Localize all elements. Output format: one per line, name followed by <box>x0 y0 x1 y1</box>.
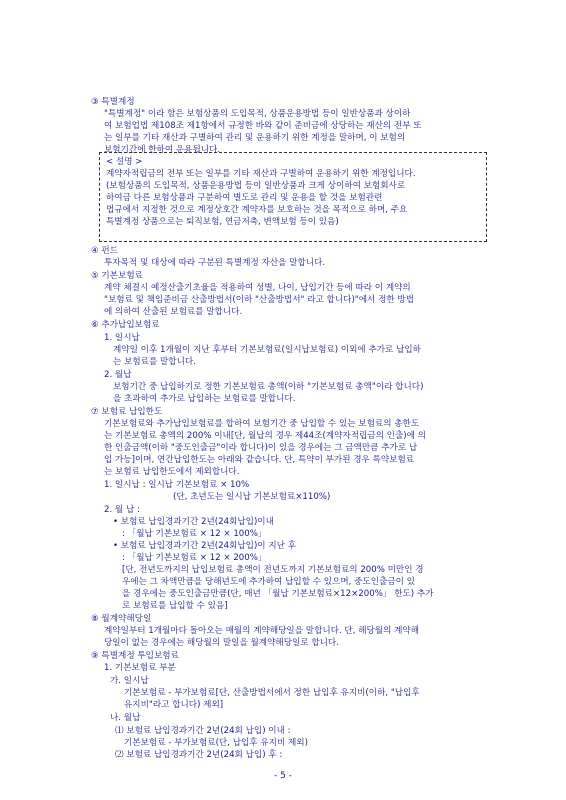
paragraph-line: 한 인출금액(이하 "중도인출금"이라 합니다)이 있을 경우에는 그 금액만큼 추가로 납 <box>104 443 418 453</box>
numbered-item: ⑴ 보험료 납입경과기간 2년(24회 납입) 이내 : <box>115 726 291 736</box>
subsection-label: 1. 일시납 : 일시납 기본보험료 × 10% <box>104 480 250 490</box>
explanation-line: 법규에서 지정한 것으로 계정상호간 계약자를 보호하는 것을 목적으로 하며, 주요 <box>106 205 408 215</box>
section-heading-premium-limit: ⑦ 보험료 납입한도 <box>91 407 163 417</box>
explanation-line: (보험상품의 도입목적, 상품운용방법 등이 일반상품과 크게 상이하여 보험회사로 <box>106 181 406 191</box>
paragraph-line: 는 기본보험료 총액의 200% 이내[단, 월납의 경우 제44조(계약자적립금의 인출)에 의 <box>104 431 426 441</box>
paragraph-line: 로 보험료를 납입할 수 있음] <box>122 601 228 611</box>
subsection-label: 1. 기본보험료 부분 <box>104 663 176 673</box>
bullet-item: • 보험료 납입경과기간 2년(24회납입)이 지난 후 <box>113 541 296 551</box>
paragraph-line: 는 보험료를 말합니다. <box>113 357 196 367</box>
paragraph-line: 에 의하여 산출된 보험료를 말합니다. <box>104 307 243 317</box>
section-heading-special-account: ③ 특별계정 <box>91 97 135 107</box>
paragraph-line: 여 보험업법 제108조 제1항에서 규정한 바와 같이 준비금에 상당하는 재산의 전부 또 <box>104 121 422 131</box>
bullet-item: • 보험료 납입경과기간 2년(24회납입)이내 <box>113 517 274 527</box>
explanation-box-title: < 설명 > <box>106 157 143 167</box>
subsection-label: 가. 일시납 <box>110 676 149 686</box>
paragraph-line: 보험기간 중 납입하기로 정한 기본보험료 총액(이하 "기본보험료 총액"이라 합니다) <box>113 382 424 392</box>
paragraph-line: 는 보험료 납입한도에서 제외합니다. <box>104 467 240 477</box>
explanation-line: 특별계정 상품으로는 퇴직보험, 연금저축, 변액보험 등이 있음) <box>106 217 339 227</box>
paragraph-line: 기본보험료와 추가납입보험료를 합하여 보험기간 중 납입할 수 있는 보험료의 총한도 <box>104 419 420 429</box>
explanation-line: 하여금 다른 보험상품과 구분하여 별도로 관리 및 운용을 할 것을 보험관련 <box>106 193 383 203</box>
paragraph-line: 을 초과하여 추가로 납입하는 보험료를 말합니다. <box>113 394 296 404</box>
paragraph-line: 입 가능]이며, 연간납입한도는 아래와 같습니다. 단, 특약이 부가된 경우 특약보험료 <box>104 455 415 465</box>
paragraph-line: [단, 전년도까지의 납입보험료 총액이 전년도까지 기본보험료의 200% 미만인 경 <box>122 565 424 575</box>
paragraph-line: 유지비"라고 합니다) 제외] <box>124 700 224 710</box>
subsection-label: 2. 월납 <box>104 370 132 380</box>
subsection-label: 나. 월납 <box>110 713 141 723</box>
paragraph-line: 을 경우에는 중도인출금만큼(단, 매년 「월납 기본보험료×12×200%」 한도) 추가 <box>122 589 434 599</box>
paragraph-line: 기본보험료 - 부가보험료(단, 납입후 유지비 제외) <box>124 738 308 748</box>
subsection-label: 1. 일시납 <box>104 333 140 343</box>
subsection-label: 2. 월 납 : <box>104 505 140 515</box>
section-heading-base-premium: ⑤ 기본보험료 <box>91 271 143 281</box>
explanation-line: 계약자적립금의 전부 또는 일부를 기타 재산과 구별하여 운용하기 위한 계정입니다. <box>106 169 416 179</box>
paragraph-line: 보험기간에 한하여 운용됩니다. <box>104 145 221 155</box>
section-heading-additional-premium: ⑥ 추가납입보험료 <box>91 320 160 330</box>
paragraph-line: 는 일부를 기타 재산과 구별하여 관리 및 운용하기 위한 계정을 말하며, 이 보험의 <box>104 133 406 143</box>
paragraph-line: 우에는 그 차액만큼을 당해년도에 추가하여 납입할 수 있으며, 중도인출금이 있 <box>122 577 415 587</box>
section-heading-monthly-anniversary: ⑧ 월계약해당일 <box>91 614 152 624</box>
paragraph-line: (단, 초년도는 일시납 기본보험료×110%) <box>173 492 331 502</box>
page-number: - 5 - <box>274 771 292 781</box>
paragraph-line: 계약일부터 1개월마다 돌아오는 매월의 계약해당일을 말합니다. 단, 해당월의 계약해 <box>104 626 420 636</box>
paragraph-line: 투자목적 및 대상에 따라 구분된 특별계정 자산을 말합니다. <box>104 258 326 268</box>
paragraph-line: "보험료 및 책임준비금 산출방법서(이하 "산출방법서" 라고 합니다)"에서 정한 방법 <box>104 295 415 305</box>
numbered-item: ⑵ 보험료 납입경과기간 2년(24회 납입) 후 : <box>115 750 283 760</box>
formula-line: : 「월납 기본보험료 × 12 × 100%」 <box>122 529 267 539</box>
section-heading-fund: ④ 펀드 <box>91 246 119 256</box>
paragraph-line: 당일이 없는 경우에는 해당월의 말일을 월계약해당일로 합니다. <box>104 638 339 648</box>
paragraph-line: 계약일 이후 1개월이 지난 후부터 기본보험료(일시납보험료) 이외에 추가로 납입하 <box>113 345 421 355</box>
paragraph-line: 계약 체결시 예정산출기초율을 적용하여 성별, 나이, 납입기간 등에 따라 이 계약의 <box>104 283 411 293</box>
paragraph-line: 기본보험료 - 부가보험료[단, 산출방법서에서 정한 납입후 유지비(이하, "납입후 <box>124 688 420 698</box>
section-heading-invested-premium: ⑨ 특별계정 투입보험료 <box>91 651 179 661</box>
paragraph-line: "특별계정" 이라 함은 보험상품의 도입목적, 상품운용방법 등이 일반상품과 상이하 <box>104 109 411 119</box>
formula-line: : 「월납 기본보험료 × 12 × 200%」 <box>122 553 267 563</box>
